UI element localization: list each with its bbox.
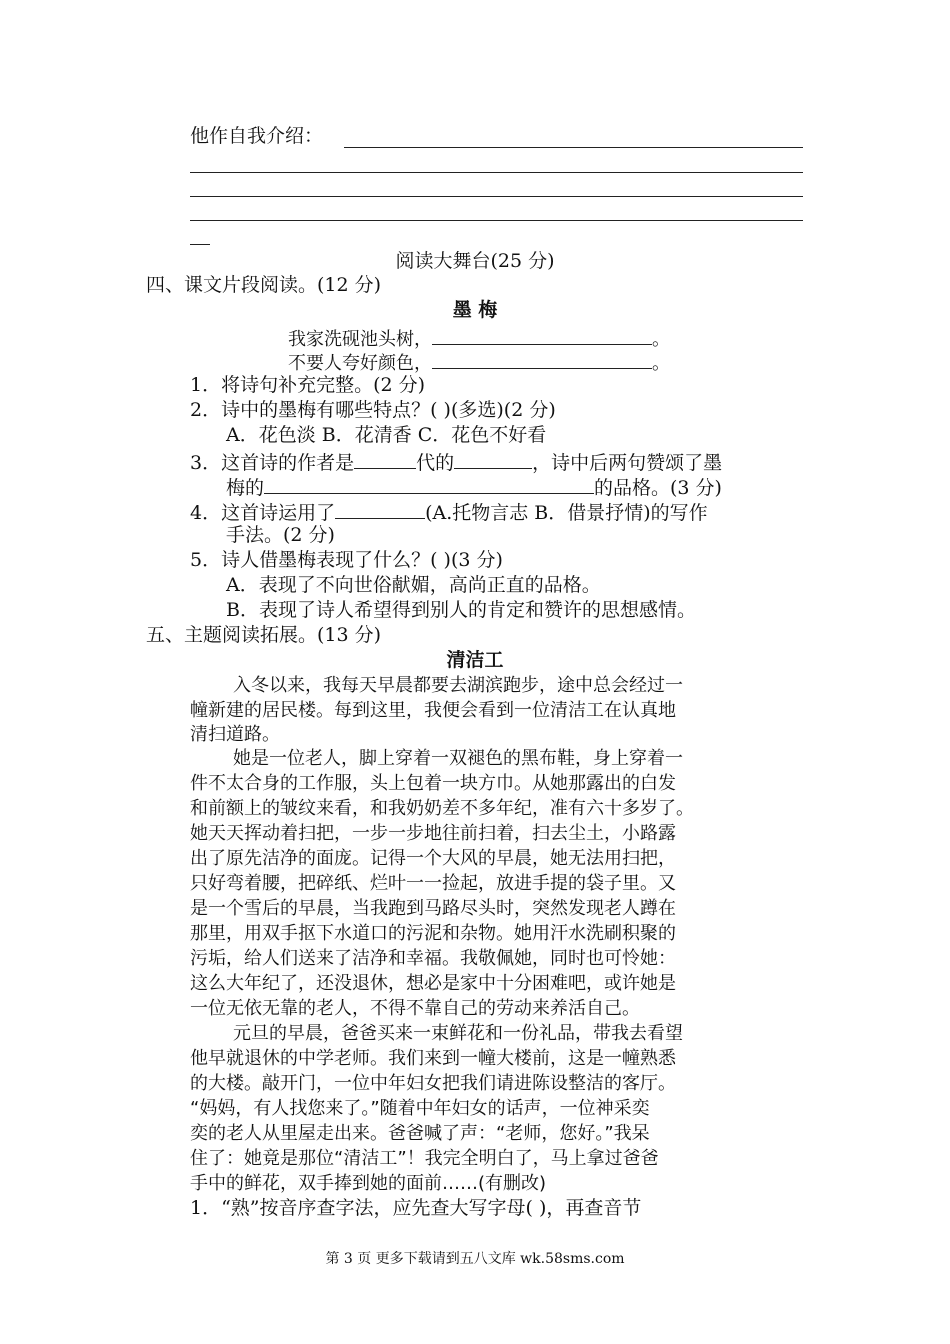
article-line: 那里，用双手抠下水道口的污泥和杂物。她用汗水洗刷积聚的 — [190, 923, 676, 944]
intro-label: 他作自我介绍： — [190, 125, 324, 147]
option-4-5-b: B．表现了诗人希望得到别人的肯定和赞许的思想感情。 — [226, 599, 696, 621]
poem-line-2 — [288, 348, 670, 376]
q3-text-b: 代的 — [416, 452, 455, 474]
article-line: 奕的老人从里屋走出来。爸爸喊了声：“老师，您好。”我呆 — [190, 1123, 650, 1144]
page-footer: 第 3 页 更多下载请到五八文库 wk.58sms.com — [325, 1251, 625, 1267]
question-4-4 — [190, 498, 708, 526]
article-line: 他早就退休的中学老师。我们来到一幢大楼前，这是一幢熟悉 — [190, 1048, 676, 1069]
part5-heading: 五、主题阅读拓展。(13 分) — [146, 624, 382, 646]
article-line: 她是一位老人，脚上穿着一双褪色的黑布鞋，身上穿着一 — [233, 748, 683, 769]
poem-line-1-end: 。 — [652, 329, 670, 350]
article-line: 幢新建的居民楼。每到这里，我便会看到一位清洁工在认真地 — [190, 700, 676, 721]
q4-blank[interactable] — [335, 498, 425, 519]
writing-line[interactable] — [190, 244, 210, 245]
article-line: 这么大年纪了，还没退休，想必是家中十分困难吧，或许她是 — [190, 973, 676, 994]
poem-line-2-text: 不要人夸好颜色， — [288, 353, 432, 374]
article-line: 污垢，给人们送来了洁净和幸福。我敬佩她，同时也可怜她： — [190, 948, 676, 969]
writing-line[interactable] — [190, 196, 803, 197]
q3-blank-author[interactable] — [454, 448, 532, 469]
poem-blank-1[interactable] — [432, 324, 652, 345]
q4-text-b: (A.托物言志 B．借景抒情)的写作 — [425, 502, 708, 524]
article-title: 清洁工 — [446, 649, 504, 671]
poem-title: 墨 梅 — [452, 299, 498, 321]
article-line: 元旦的早晨，爸爸买来一束鲜花和一份礼品，带我去看望 — [233, 1023, 683, 1044]
question-5-1: 1．“熟”按音序查字法，应先查大写字母( )，再查音节 — [190, 1197, 642, 1219]
article-line: 是一个雪后的早晨，当我跑到马路尽头时，突然发现老人蹲在 — [190, 898, 676, 919]
article-line: 入冬以来，我每天早晨都要去湖滨跑步，途中总会经过一 — [233, 675, 683, 696]
q4-text-a: 4．这首诗运用了 — [190, 502, 336, 524]
poem-line-2-end: 。 — [652, 353, 670, 374]
article-line: 只好弯着腰，把碎纸、烂叶一一捡起，放进手提的袋子里。又 — [190, 873, 676, 894]
article-line: 出了原先洁净的面庞。记得一个大风的早晨，她无法用扫把， — [190, 848, 676, 869]
question-4-2: 2．诗中的墨梅有哪些特点？( )(多选)(2 分) — [190, 399, 556, 421]
writing-line[interactable] — [190, 220, 803, 221]
q3-text-c: ，诗中后两句赞颂了墨 — [532, 452, 723, 474]
writing-line[interactable] — [190, 172, 803, 173]
article-line: 住了：她竟是那位“清洁工”！我完全明白了，马上拿过爸爸 — [190, 1148, 659, 1169]
article-line: 一位无依无靠的老人，不得不靠自己的劳动来养活自己。 — [190, 998, 640, 1019]
q3-text-d: 梅的 — [226, 477, 265, 499]
q3-text-e: 的品格。(3 分) — [594, 477, 722, 499]
poem-blank-2[interactable] — [432, 348, 652, 369]
article-line: 件不太合身的工作服，头上包着一块方巾。从她那露出的白发 — [190, 773, 676, 794]
q3-blank-quality[interactable] — [264, 473, 594, 494]
q3-blank-dynasty[interactable] — [354, 448, 416, 469]
writing-line[interactable] — [344, 147, 803, 148]
q3-text-a: 3．这首诗的作者是 — [190, 452, 355, 474]
article-line: 和前额上的皱纹来看，和我奶奶差不多年纪，准有六十多岁了。 — [190, 798, 694, 819]
question-4-4-cont: 手法。(2 分) — [226, 524, 335, 546]
part4-heading: 四、课文片段阅读。(12 分) — [146, 274, 382, 296]
article-line: “妈妈，有人找您来了。”随着中年妇女的话声，一位神采奕 — [190, 1098, 650, 1119]
article-line: 的大楼。敲开门，一位中年妇女把我们请进陈设整洁的客厅。 — [190, 1073, 676, 1094]
question-4-1: 1．将诗句补充完整。(2 分) — [190, 374, 426, 396]
question-4-3-cont — [226, 473, 722, 501]
article-line: 清扫道路。 — [190, 724, 280, 745]
article-line: 她天天挥动着扫把，一步一步地往前扫着，扫去尘土，小路露 — [190, 823, 676, 844]
question-4-3 — [190, 448, 722, 476]
question-4-5: 5．诗人借墨梅表现了什么？( )(3 分) — [190, 549, 503, 571]
article-line: 手中的鲜花，双手捧到她的面前……(有删改) — [190, 1173, 547, 1194]
option-4-5-a: A．表现了不向世俗献媚，高尚正直的品格。 — [226, 574, 601, 596]
question-4-2-options: A．花色淡 B．花清香 C．花色不好看 — [226, 424, 547, 446]
poem-line-1-text: 我家洗砚池头树， — [288, 329, 432, 350]
section-title: 阅读大舞台(25 分) — [395, 250, 555, 272]
